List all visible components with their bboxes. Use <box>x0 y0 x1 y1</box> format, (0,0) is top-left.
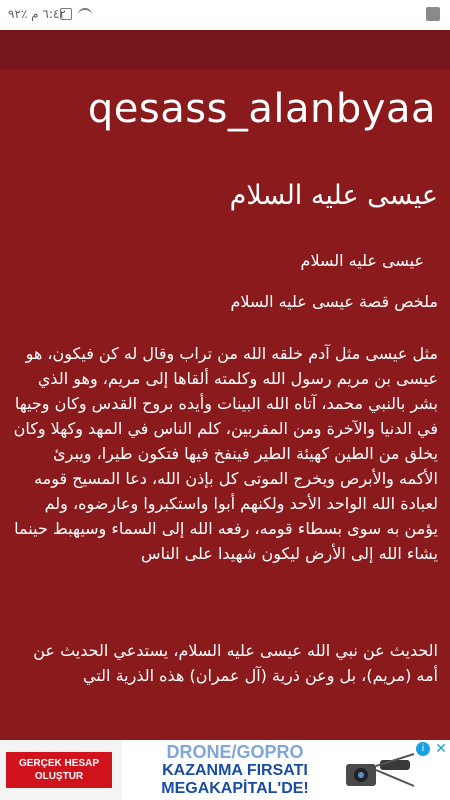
ad-cta-button[interactable]: GERÇEK HESAP OLUŞTUR <box>6 752 112 788</box>
status-icons <box>60 8 92 20</box>
ad-headline[interactable] <box>140 742 330 798</box>
story-paragraph: مثل عيسى مثل آدم خلقه الله من تراب وقال له كن فيكون، هو عيسى بن مريم رسول الله وكلمته ألقاها إلى مريم، وهو الذي بشر بالنبي محمد، آتاه الله البينات وأيده بروح القدس وكان وجيها في الدنيا والآخرة ومن المقربين، كلم الناس في المهد وكهلا وكان يخلق من الطين كهيئة الطير فينفخ فيها فتكون طيرا، ويبرئ الأكمه والأبرص ويخرج الموتى كل بإذن الله، دعا المسيح قومه لعبادة الله الواحد الأحد ولكنهم أبوا واستكبروا وعارضوه، ولم يؤمن به سوى بسطاء قومه، رفعه الله إلى السماء وسيهبط حينما يشاء الله إلى الأرض ليكون شهيدا على الناس <box>13 344 438 563</box>
summary-heading: ملخص قصة عيسى عليه السلام <box>230 292 438 311</box>
ad-line-3: MEGAKAPİTAL'DE! <box>161 780 309 797</box>
image-notification-icon <box>426 7 440 21</box>
drone-image <box>336 746 416 796</box>
chapter-title: عيسى عليه السلام <box>229 180 438 211</box>
ad-banner[interactable] <box>0 740 450 800</box>
story-subheading: عيسى عليه السلام <box>300 251 424 270</box>
story-paragraph-2: الحديث عن نبي الله عيسى عليه السلام، يستدعي الحديث عن أمه (مريم)، بل وعن ذرية (آل عمران) هذه الذرية التي <box>33 641 438 685</box>
wifi-icon <box>78 8 92 20</box>
notification-icon <box>60 8 72 20</box>
story-content[interactable] <box>12 180 438 740</box>
app-title: qesass_alanbyaa <box>87 86 436 132</box>
ad-info-icon[interactable]: i <box>416 742 430 756</box>
status-bar <box>0 0 450 30</box>
top-bar <box>0 30 450 70</box>
ad-cta-area <box>0 740 122 800</box>
ad-line-2: KAZANMA FIRSATI <box>162 762 308 779</box>
status-time-battery: ٦:٤٢ م ٪٩٢ <box>8 7 66 21</box>
ad-close-icon[interactable]: ✕ <box>435 740 447 756</box>
ad-line-1: DRONE/GOPRO <box>166 742 304 762</box>
